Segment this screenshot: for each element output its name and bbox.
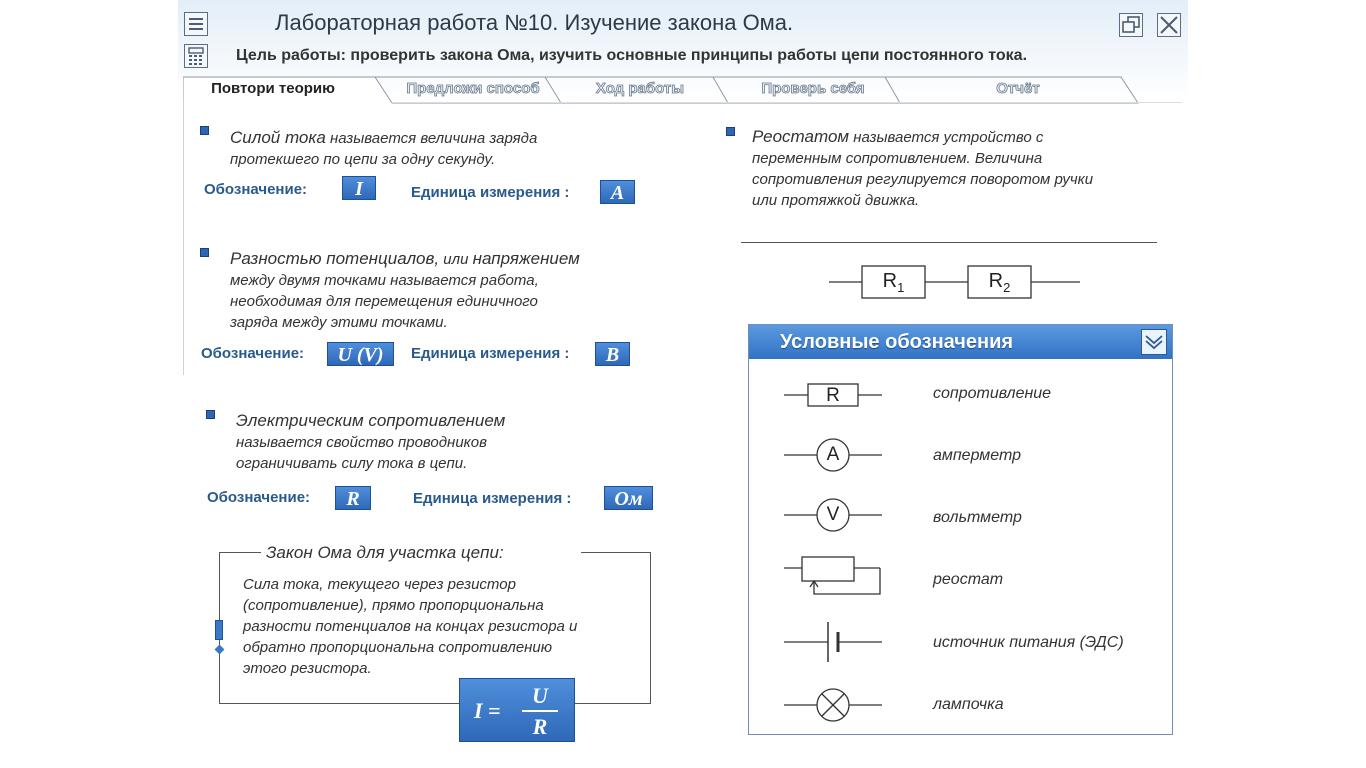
current-unit: A [600, 180, 635, 204]
restore-window-icon[interactable] [1119, 13, 1143, 37]
resistance-unit: Ом [604, 486, 653, 510]
page-title: Лабораторная работа №10. Изучение закона Ома. [275, 10, 794, 35]
voltmeter-symbol: V [826, 504, 840, 525]
bullet-icon [206, 410, 215, 419]
voltage-definition: Разностью потенциалов, или напряжением между двумя точками называется работа, необходимая для перемещения единичного заряда между этими точками. [230, 249, 580, 331]
resistance-symbol: R [335, 486, 371, 510]
legend-item-ammeter [784, 437, 884, 473]
series-circuit [829, 263, 1084, 303]
tab-report[interactable]: Отчёт [996, 80, 1040, 97]
legend-label-ammeter: амперметр [933, 447, 1022, 464]
tab-check-yourself[interactable]: Проверь себя [761, 80, 865, 97]
menu-icon[interactable] [184, 12, 208, 36]
resistance-designation-label: Обозначение: [207, 489, 311, 506]
current-designation-label: Обозначение: [204, 181, 308, 198]
legend-item-power-source [784, 620, 884, 664]
current-unit-label: Единица измерения : [411, 184, 570, 201]
rheostat-icon [784, 552, 884, 596]
tab-suggest-method[interactable]: Предложи способ [406, 80, 540, 97]
content-border [183, 100, 184, 375]
divider [581, 552, 651, 553]
bullet-icon [200, 126, 209, 135]
rheostat-definition: Реостатом называется устройство с переменным сопротивлением. Величина сопротивления регулируется поворотом ручки или протяжкой движка. [752, 127, 1094, 209]
formula-denominator: R [532, 714, 548, 739]
bullet-icon [200, 248, 209, 257]
fraction-bar [522, 710, 558, 712]
voltage-designation-label: Обозначение: [201, 345, 305, 362]
current-symbol: I [342, 176, 376, 200]
tab-baseline [392, 102, 1182, 103]
resistor-symbol: R [826, 385, 840, 406]
ammeter-symbol: A [826, 444, 840, 465]
bullet-icon [726, 127, 735, 136]
voltage-unit: В [595, 342, 630, 366]
voltage-symbol: U (V) [327, 342, 394, 366]
formula-numerator: U [532, 683, 548, 708]
legend-item-rheostat [784, 552, 884, 596]
legend-label-lamp: лампочка [933, 696, 1004, 713]
resistance-unit-label: Единица измерения : [413, 490, 572, 507]
legend-label-power-source: источник питания (ЭДС) [933, 634, 1124, 651]
tab-work-progress[interactable]: Ход работы [595, 80, 685, 97]
calculator-icon[interactable] [184, 44, 208, 68]
legend-label-voltmeter: вольтметр [933, 509, 1022, 526]
legend-item-voltmeter [784, 497, 884, 533]
resistance-definition: Электрическим сопротивлением называется свойство проводников ограничивать силу тока в цепи. [236, 411, 506, 472]
legend-item-resistor [784, 380, 884, 410]
work-goal: Цель работы: проверить закона Ома, изучить основные принципы работы цепи постоянного тока. [236, 47, 1028, 64]
collapse-chevron-icon[interactable] [1141, 329, 1167, 355]
divider [219, 552, 261, 553]
legend-header: Условные обозначения [749, 325, 1172, 359]
voltage-unit-label: Единица измерения : [411, 345, 570, 362]
formula-lhs: I = [474, 698, 501, 723]
legend-label-rheostat: реостат [933, 571, 1004, 588]
resistor-r1-label: $R_1$ [882, 270, 905, 295]
ohms-law-title: Закон Ома для участка цепи: [266, 543, 504, 562]
ohms-law-formula [459, 678, 575, 742]
battery-icon [784, 620, 884, 664]
close-icon[interactable] [1157, 13, 1181, 37]
tab-repeat-theory[interactable]: Повтори теорию [211, 80, 335, 97]
resistor-r2-label: $R_2$ [988, 270, 1011, 295]
legend-item-lamp [784, 687, 884, 723]
tab-bar [183, 76, 1143, 104]
marker-bar [215, 620, 223, 640]
legend-label-resistor: сопротивление [933, 385, 1052, 402]
lamp-icon [784, 687, 884, 723]
ohms-law-text: Сила тока, текущего через резистор (сопротивление), прямо пропорциональна разности потенциалов на концах резистора и обратно пропорциональна сопротивлению этого резистора. [243, 576, 578, 677]
divider [741, 242, 1157, 243]
current-definition: Силой тока называется величина заряда протекшего по цепи за одну секунду. [230, 128, 538, 168]
